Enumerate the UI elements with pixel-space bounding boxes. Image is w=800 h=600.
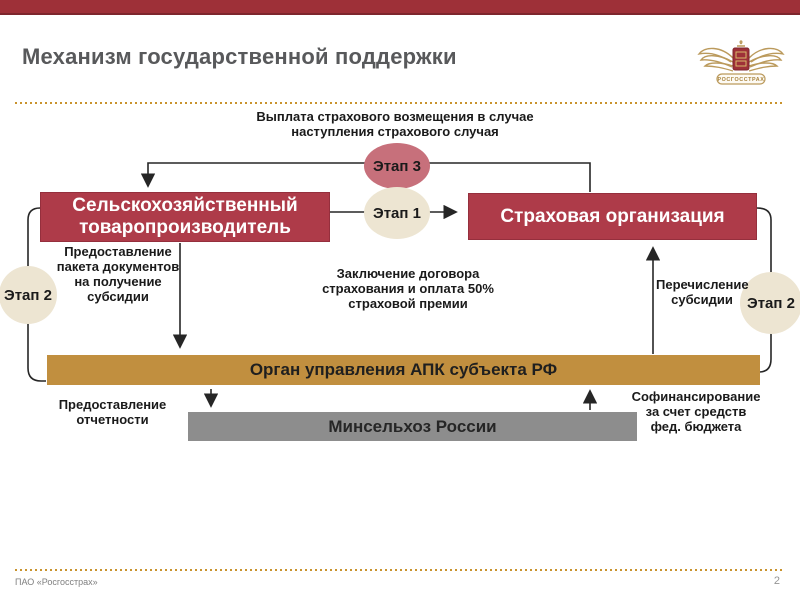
- rosgosstrakh-logo-icon: [693, 36, 789, 94]
- stage-3-label: Этап 3: [373, 157, 421, 175]
- caption-claim-payment: [215, 109, 575, 139]
- producer-line: Сельскохозяйственный: [72, 195, 298, 216]
- apk-label: Орган управления АПК субъекта РФ: [249, 360, 558, 379]
- label-line: субсидии: [87, 289, 149, 304]
- page-title: Механизм государственной поддержки: [22, 44, 457, 69]
- producer-line: товаропроизводитель: [79, 217, 291, 238]
- box-insurance-organization: [468, 193, 757, 240]
- label-line: страховой премии: [348, 296, 468, 311]
- divider-bottom: [15, 569, 785, 571]
- label-line: Заключение договора: [336, 266, 480, 281]
- label-line: пакета документов: [56, 259, 180, 274]
- label-reporting: [40, 397, 185, 427]
- logo-wordmark: РОСГОССТРАХ: [717, 77, 765, 83]
- stage-1-label: Этап 1: [373, 204, 421, 222]
- label-insurance-contract: [300, 266, 516, 311]
- caption-line: Выплата страхового возмещения в случае: [256, 109, 534, 124]
- top-accent-bar: [0, 0, 800, 13]
- stage-2-right-badge: [740, 272, 800, 334]
- caption-line: наступления страхового случая: [291, 124, 499, 139]
- label-line: Предоставление: [64, 244, 172, 259]
- ministry-label: Минсельхоз России: [328, 416, 497, 436]
- label-line: за счет средств: [645, 404, 747, 419]
- divider-top: [15, 102, 785, 104]
- stage-2-right-label: Этап 2: [747, 294, 795, 312]
- label-line: на получение: [74, 274, 162, 289]
- label-documents-package: [40, 244, 196, 304]
- insurer-label: Страховая организация: [500, 205, 725, 227]
- stage-3-badge: [364, 143, 430, 189]
- label-line: Предоставление: [58, 397, 167, 412]
- label-line: Перечисление: [656, 277, 749, 292]
- box-agricultural-producer: [40, 192, 330, 242]
- label-cofinancing: [626, 389, 766, 434]
- footer-page-number: 2: [773, 575, 780, 587]
- label-line: страхования и оплата 50%: [322, 281, 494, 296]
- label-subsidy-transfer: [656, 277, 748, 307]
- label-line: субсидии: [671, 292, 733, 307]
- box-ministry-of-agriculture: [188, 412, 637, 441]
- label-line: фед. бюджета: [650, 419, 742, 434]
- label-line: Софинансирование: [631, 389, 761, 404]
- label-line: отчетности: [76, 412, 149, 427]
- top-accent-bar-edge: [0, 13, 800, 15]
- footer-company: ПАО «Росгосстрах»: [15, 577, 98, 587]
- box-apk-authority: [47, 355, 760, 385]
- stage-1-badge: [364, 187, 430, 239]
- stage-2-left-label: Этап 2: [4, 286, 52, 304]
